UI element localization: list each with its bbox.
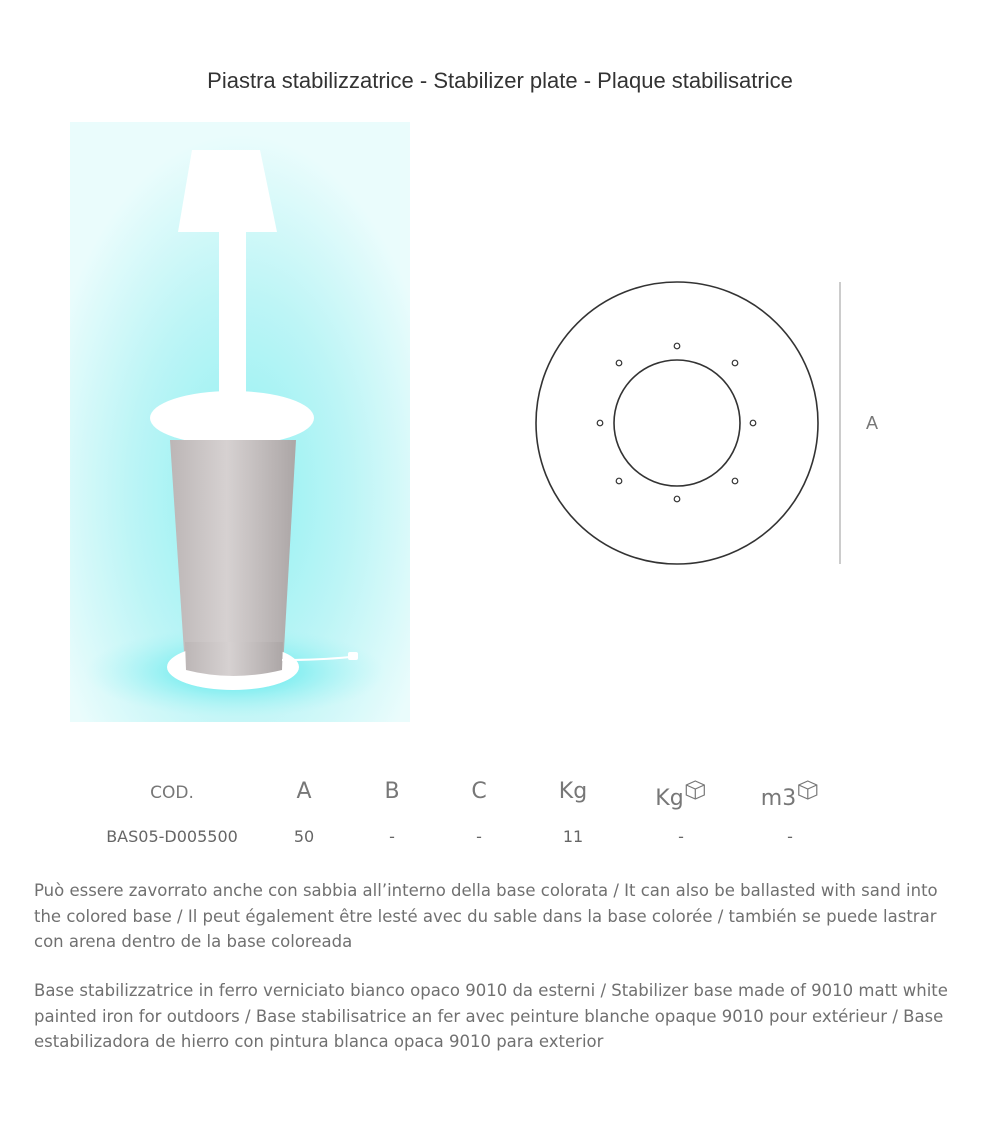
header-kg-packed-label: Kg [655,786,684,811]
value-kg: 11 [562,827,584,846]
value-b: - [389,827,395,846]
page-title: Piastra stabilizzatrice - Stabilizer plate - Plaque stabilisatrice [207,68,793,93]
header-cod: COD. [150,783,194,803]
header-m3-packed-label: m3 [760,786,797,811]
value-m3-packed: - [787,827,793,846]
note-ballast: Può essere zavorrato anche con sabbia all’interno della base colorata / It can also be ballasted with sand into the colored base / Il peut également être lesté avec du sable dans la base colorée / también se puede lastrar con arena dentro de la base coloreada [34,881,938,951]
header-b: B [384,779,400,804]
value-a: 50 [293,827,315,846]
box-icon [797,779,819,801]
dimension-a-label: A [866,413,879,433]
product-photo [70,122,410,722]
note-material: Base stabilizzatrice in ferro verniciato bianco opaco 9010 da esterni / Stabilizer base made of 9010 matt white painted iron for outdoors / Base stabilisatrice an fer avec peinture blanche opaque 9010 pour extérieur / Base estabilizadora de hierro con pintura blanca opaca 9010 para exterior [34,981,948,1051]
value-c: - [476,827,482,846]
header-kg: Kg [558,779,588,804]
header-kg-packed [655,779,706,811]
value-cod: BAS05-D005500 [106,827,238,846]
header-c: C [471,779,487,804]
value-kg-packed: - [678,827,684,846]
plate-technical-drawing [530,275,890,570]
header-m3-packed [761,779,819,811]
spec-table [0,775,1000,865]
box-icon [685,779,707,801]
header-a: A [296,779,312,804]
